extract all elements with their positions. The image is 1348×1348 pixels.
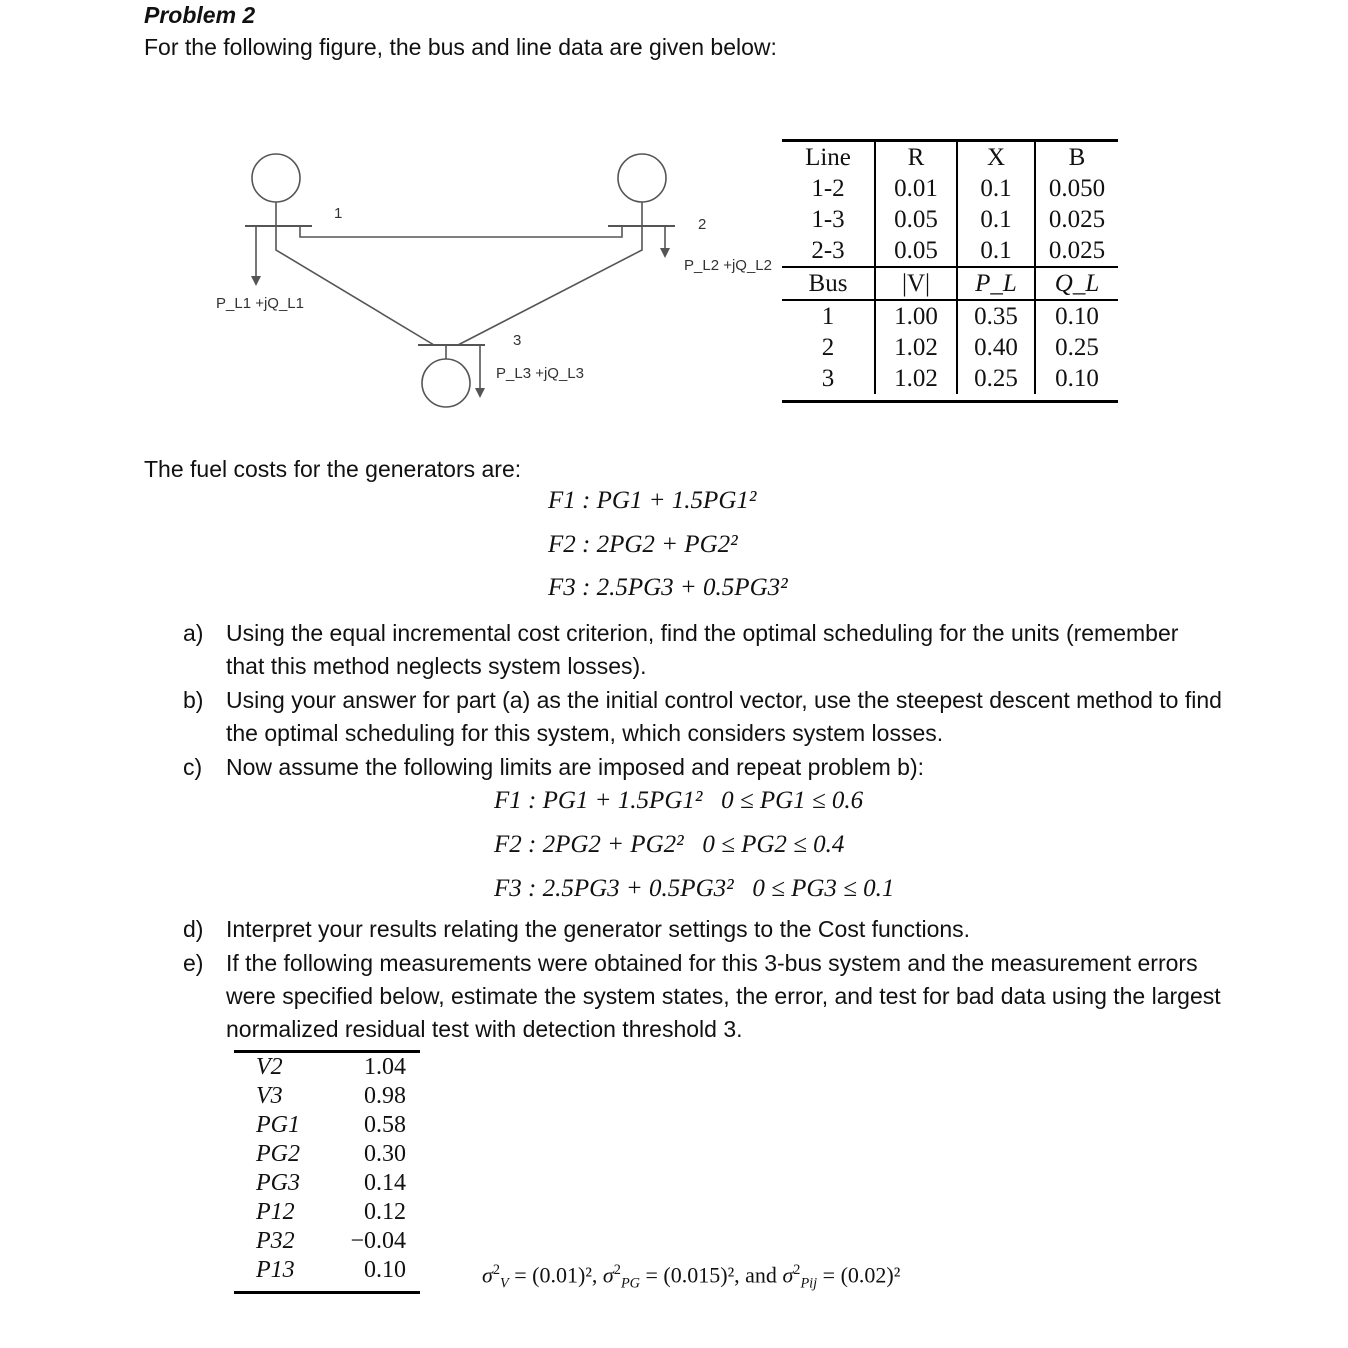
table-row (234, 1227, 420, 1256)
table-cell: 1.00 (875, 300, 957, 332)
bus-2-label: 2 (698, 216, 707, 233)
table-row (782, 204, 1118, 235)
part-e (183, 947, 1223, 1046)
measurement-value: 0.58 (364, 1112, 406, 1138)
table-cell: 0.05 (875, 204, 957, 235)
table-header: B (1035, 141, 1118, 174)
part-b-label: b) (183, 687, 204, 713)
measurement-name: PG2 (256, 1141, 300, 1167)
table-cell: 0.25 (957, 363, 1035, 394)
limit-equation-f1 (494, 787, 863, 815)
measurement-value: −0.04 (350, 1228, 406, 1254)
table-cell: 1 (782, 300, 875, 332)
table-cell: 0.05 (875, 235, 957, 267)
line-bus-data-table (782, 139, 1118, 403)
fuel-costs-label: The fuel costs for the generators are: (144, 456, 522, 482)
line-1-2 (300, 226, 622, 237)
table-cell: 0.25 (1035, 332, 1118, 363)
table-row (782, 235, 1118, 267)
part-e-label: e) (183, 950, 204, 976)
limit-cost-f3: F3 : 2.5PG3 + 0.5PG3² (494, 875, 734, 902)
part-b-text: Using your answer for part (a) as the initial control vector, use the steepest descent method to find the optimal scheduling for this system, which considers system losses. (226, 687, 1222, 746)
measurement-name: PG1 (256, 1112, 300, 1138)
table-row (782, 300, 1118, 332)
measurement-value: 0.98 (364, 1083, 406, 1109)
limit-cost-f1: F1 : PG1 + 1.5PG1² (494, 787, 703, 814)
table-cell: 1.02 (875, 332, 957, 363)
load-1-label: P_L1 +jQ_L1 (216, 295, 304, 312)
load-3-arrow-icon (475, 388, 485, 398)
measurement-name: P12 (256, 1199, 295, 1225)
table-cell: 0.40 (957, 332, 1035, 363)
table-cell: 1-2 (811, 175, 845, 202)
measurement-name: V2 (234, 1052, 344, 1083)
table-header: Line (782, 141, 875, 174)
limit-range-pg2: 0 ≤ PG2 ≤ 0.4 (702, 831, 845, 858)
part-c (183, 751, 1223, 784)
table-cell: 2 (821, 334, 835, 361)
table-cell: 1-3 (811, 206, 845, 233)
load-3-label: P_L3 +jQ_L3 (496, 365, 584, 382)
table-cell: 0.01 (875, 173, 957, 204)
table-cell: 0.35 (957, 300, 1035, 332)
sigma-pij-value: (0.02)² (840, 1262, 901, 1288)
line-1-3 (276, 226, 434, 345)
table-cell: 0.1 (957, 204, 1035, 235)
part-b (183, 684, 1223, 750)
measurement-error-variances: $\sigma^2_V = (0.01)^2$, $\sigma^2_{PG} = (0.015)^2$, and $\sigma^2_{Pij} = (0.02)^2$ (482, 1262, 901, 1292)
table-row (234, 1082, 420, 1111)
line-table-header-row (782, 141, 1118, 174)
generator-3-icon (422, 359, 470, 407)
table-cell: 0.025 (1035, 235, 1118, 267)
part-a-label: a) (183, 620, 204, 646)
part-d-label: d) (183, 916, 204, 942)
part-e-text: If the following measurements were obtained for this 3-bus system and the measurement errors were specified below, estimate the system states, the error, and test for bad data using the largest normalized residual test with detection threshold 3. (226, 950, 1221, 1042)
bus-3-label: 3 (513, 332, 522, 349)
bus-1-label: 1 (334, 205, 343, 222)
part-d-text: Interpret your results relating the generator settings to the Cost functions. (226, 916, 971, 942)
load-2-label: P_L2 +jQ_L2 (684, 257, 772, 274)
three-bus-diagram (200, 140, 790, 430)
table-row (234, 1198, 420, 1227)
part-d (183, 913, 1223, 946)
table-header: Bus (782, 267, 875, 300)
generator-1-icon (252, 154, 300, 202)
limit-cost-f2: F2 : 2PG2 + PG2² (494, 831, 684, 858)
problem-intro: For the following figure, the bus and line data are given below: (144, 34, 777, 60)
limit-equation-f2 (494, 831, 844, 859)
measurement-table (234, 1050, 420, 1294)
fuel-equation-f2: F2 : 2PG2 + PG2² (548, 531, 738, 558)
measurement-value: 0.12 (364, 1199, 406, 1225)
table-row (782, 332, 1118, 363)
table-cell: 3 (821, 365, 835, 392)
measurement-name: P13 (256, 1257, 295, 1283)
table-bottom-rule (782, 394, 1118, 402)
table-row (234, 1052, 420, 1083)
table-header: X (957, 141, 1035, 174)
measurement-value: 1.04 (344, 1052, 420, 1083)
table-cell: 0.025 (1035, 204, 1118, 235)
limit-range-pg1: 0 ≤ PG1 ≤ 0.6 (721, 787, 864, 814)
table-row (234, 1169, 420, 1198)
measurement-name: V3 (256, 1083, 283, 1109)
limit-range-pg3: 0 ≤ PG3 ≤ 0.1 (752, 875, 895, 902)
and-word: and (745, 1262, 777, 1288)
table-header: P_L (957, 267, 1035, 300)
sigma-pg-value: (0.015)² (663, 1262, 735, 1288)
table-cell: 0.1 (957, 235, 1035, 267)
table-header: R (875, 141, 957, 174)
table-row (782, 363, 1118, 394)
load-2-arrow-icon (660, 248, 670, 258)
table-cell: 0.10 (1035, 300, 1118, 332)
table-cell: 0.050 (1035, 173, 1118, 204)
limit-equation-f3 (494, 875, 894, 903)
table-row (782, 173, 1118, 204)
part-a-text: Using the equal incremental cost criterion, find the optimal scheduling for the units (remember that this method neglects system losses). (226, 620, 1179, 679)
sigma-v-value: (0.01)² (532, 1262, 592, 1288)
measurement-value: 0.14 (364, 1170, 406, 1196)
table-bottom-rule (234, 1285, 420, 1293)
fuel-equation-f1: F1 : PG1 + 1.5PG1² (548, 487, 757, 514)
table-cell: 0.10 (1035, 363, 1118, 394)
table-header: |V| (875, 267, 957, 300)
fuel-equation-f3: F3 : 2.5PG3 + 0.5PG3² (548, 574, 788, 601)
measurement-name: PG3 (256, 1170, 300, 1196)
part-c-text: Now assume the following limits are imposed and repeat problem b): (226, 754, 924, 780)
table-row (234, 1140, 420, 1169)
part-c-label: c) (183, 754, 203, 780)
bus-table-header-row (782, 267, 1118, 300)
part-a (183, 617, 1223, 683)
measurement-value: 0.30 (364, 1141, 406, 1167)
generator-2-icon (618, 154, 666, 202)
measurement-name: P32 (256, 1228, 295, 1254)
table-row (234, 1111, 420, 1140)
table-header: Q_L (1035, 267, 1118, 300)
table-cell: 1.02 (875, 363, 957, 394)
problem-title: Problem 2 (144, 2, 256, 28)
table-row (234, 1256, 420, 1285)
load-1-arrow-icon (251, 276, 261, 286)
measurement-value: 0.10 (364, 1257, 406, 1283)
line-2-3 (458, 226, 642, 345)
table-cell: 0.1 (957, 173, 1035, 204)
table-cell: 2-3 (811, 237, 845, 264)
